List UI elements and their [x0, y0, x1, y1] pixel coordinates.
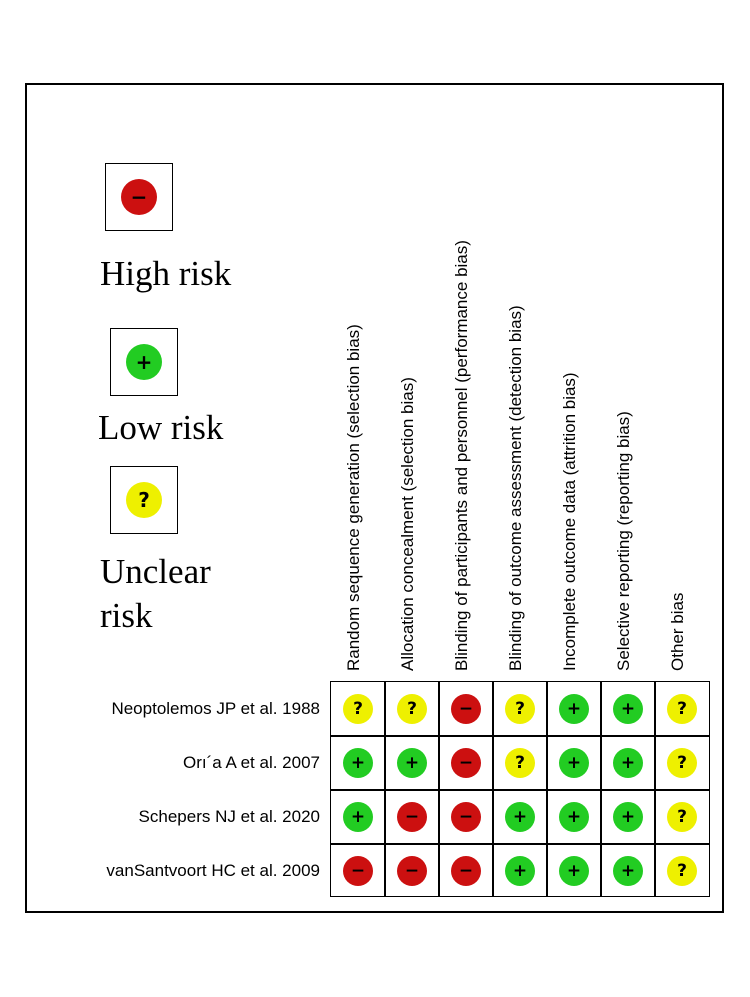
unclear-risk-icon: ? [343, 694, 373, 724]
domain-header: Allocation concealment (selection bias) [398, 377, 417, 671]
risk-of-bias-grid [330, 681, 710, 897]
domain-header: Other bias [668, 592, 687, 671]
low-risk-icon: + [613, 856, 643, 886]
legend-unclear-box [110, 466, 178, 534]
low-risk-icon: + [613, 802, 643, 832]
study-label: Neoptolemos JP et al. 1988 [111, 699, 320, 718]
study-label: Schepers NJ et al. 2020 [138, 807, 320, 826]
high-risk-icon: − [451, 748, 481, 778]
grid-line [331, 843, 709, 845]
grid-line [331, 735, 709, 737]
domain-header: Blinding of participants and personnel (performance bias) [452, 240, 471, 671]
low-risk-icon: + [126, 344, 162, 380]
grid-line [331, 789, 709, 791]
legend-high-box [105, 163, 173, 231]
low-risk-icon: + [559, 856, 589, 886]
high-risk-icon: − [121, 179, 157, 215]
low-risk-icon: + [559, 802, 589, 832]
legend-unclear-label: Unclear risk [100, 552, 211, 635]
low-risk-icon: + [343, 802, 373, 832]
high-risk-icon: − [397, 802, 427, 832]
high-risk-icon: − [397, 856, 427, 886]
high-risk-icon: − [343, 856, 373, 886]
low-risk-icon: + [613, 694, 643, 724]
unclear-risk-icon: ? [505, 694, 535, 724]
low-risk-icon: + [397, 748, 427, 778]
low-risk-icon: + [343, 748, 373, 778]
unclear-risk-icon: ? [397, 694, 427, 724]
legend-low-box [110, 328, 178, 396]
domain-header: Blinding of outcome assessment (detection bias) [506, 305, 525, 671]
high-risk-icon: − [451, 802, 481, 832]
low-risk-icon: + [613, 748, 643, 778]
study-label: Orı´a A et al. 2007 [182, 753, 320, 772]
unclear-risk-icon: ? [667, 802, 697, 832]
low-risk-icon: + [559, 694, 589, 724]
domain-header: Random sequence generation (selection bias) [344, 324, 363, 671]
low-risk-icon: + [559, 748, 589, 778]
legend-low-label: Low risk [98, 408, 224, 447]
unclear-risk-icon: ? [126, 482, 162, 518]
domain-header: Selective reporting (reporting bias) [614, 411, 633, 671]
unclear-risk-icon: ? [505, 748, 535, 778]
unclear-risk-icon: ? [667, 694, 697, 724]
domain-header: Incomplete outcome data (attrition bias) [560, 372, 579, 671]
unclear-risk-icon: ? [667, 748, 697, 778]
high-risk-icon: − [451, 856, 481, 886]
low-risk-icon: + [505, 856, 535, 886]
study-label: vanSantvoort HC et al. 2009 [106, 861, 320, 880]
low-risk-icon: + [505, 802, 535, 832]
high-risk-icon: − [451, 694, 481, 724]
legend-high-label: High risk [100, 254, 232, 293]
unclear-risk-icon: ? [667, 856, 697, 886]
